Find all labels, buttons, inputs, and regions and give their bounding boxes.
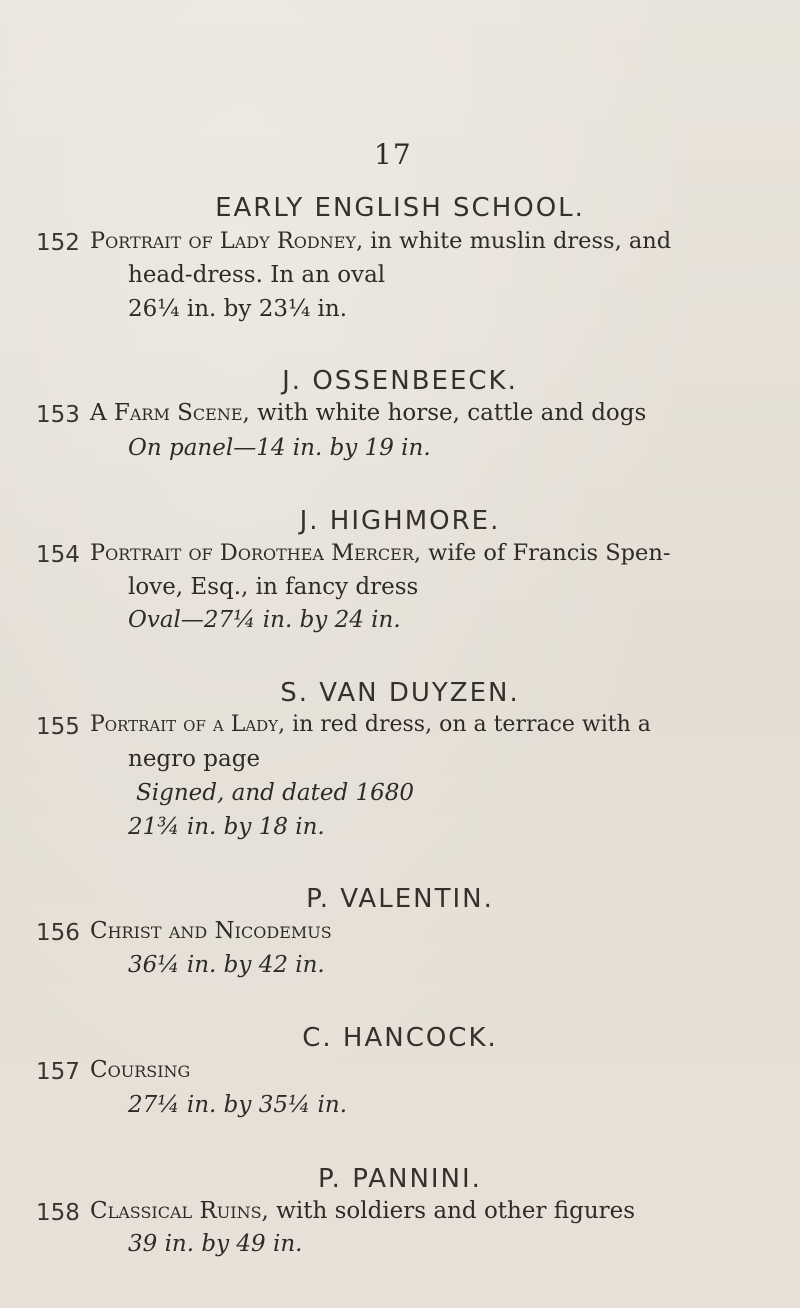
lot-dimensions: On panel—14 in. by 19 in. bbox=[128, 435, 431, 461]
lot-dimensions: 36¼ in. by 42 in. bbox=[128, 952, 325, 978]
lot-description-line: negro page bbox=[128, 746, 261, 772]
lot-number: 156 bbox=[36, 920, 80, 946]
lot-title-line bbox=[90, 712, 651, 737]
artist-heading: J. HIGHMORE. bbox=[299, 506, 501, 536]
lot-number: 154 bbox=[36, 542, 80, 568]
artist-heading: P. VALENTIN. bbox=[306, 884, 494, 914]
lot-title: Portrait of a Lady, bbox=[90, 712, 286, 737]
page-number: 17 bbox=[374, 138, 412, 171]
lot-number: 152 bbox=[36, 230, 80, 256]
lot-title: Portrait of Dorothea Mercer, bbox=[90, 540, 422, 566]
lot-dimensions: 27¼ in. by 35¼ in. bbox=[128, 1092, 348, 1118]
lot-title: Christ and Nicodemus bbox=[90, 918, 332, 944]
lot-title-line bbox=[90, 1198, 635, 1224]
artist-heading: EARLY ENGLISH SCHOOL. bbox=[215, 193, 585, 223]
lot-description: wife of Francis Spen- bbox=[421, 540, 671, 566]
lot-title: Classical Ruins, bbox=[90, 1198, 269, 1224]
lot-description: in white muslin dress, and bbox=[363, 228, 672, 254]
lot-number: 153 bbox=[36, 402, 80, 428]
artist-heading: C. HANCOCK. bbox=[302, 1023, 498, 1053]
lot-title: A Farm Scene, bbox=[90, 400, 250, 426]
lot-description: in red dress, on a terrace with a bbox=[285, 712, 651, 737]
lot-description-line: love, Esq., in fancy dress bbox=[128, 574, 419, 600]
lot-title-line bbox=[90, 540, 670, 566]
lot-title: Coursing bbox=[90, 1057, 191, 1083]
lot-title-line bbox=[90, 228, 671, 254]
lot-title-line bbox=[90, 918, 332, 944]
lot-signature: Signed, and dated 1680 bbox=[136, 780, 415, 806]
lot-title-line bbox=[90, 1057, 190, 1083]
lot-number: 155 bbox=[36, 714, 80, 740]
lot-title-line bbox=[90, 400, 646, 426]
lot-title: Portrait of Lady Rodney, bbox=[90, 228, 364, 254]
lot-dimensions: 26¼ in. by 23¼ in. bbox=[128, 296, 348, 322]
lot-dimensions: 39 in. by 49 in. bbox=[128, 1231, 303, 1257]
artist-heading: P. PANNINI. bbox=[318, 1164, 482, 1194]
artist-heading: S. VAN DUYZEN. bbox=[280, 678, 520, 708]
lot-dimensions: Oval—27¼ in. by 24 in. bbox=[128, 607, 401, 633]
lot-description-line: head-dress. In an oval bbox=[128, 262, 386, 288]
lot-description: with white horse, cattle and dogs bbox=[249, 400, 647, 426]
lot-dimensions: 21¾ in. by 18 in. bbox=[128, 814, 325, 840]
artist-heading: J. OSSENBEECK. bbox=[282, 366, 518, 396]
lot-description: with soldiers and other figures bbox=[268, 1198, 636, 1224]
lot-number: 157 bbox=[36, 1059, 80, 1085]
lot-number: 158 bbox=[36, 1200, 80, 1226]
